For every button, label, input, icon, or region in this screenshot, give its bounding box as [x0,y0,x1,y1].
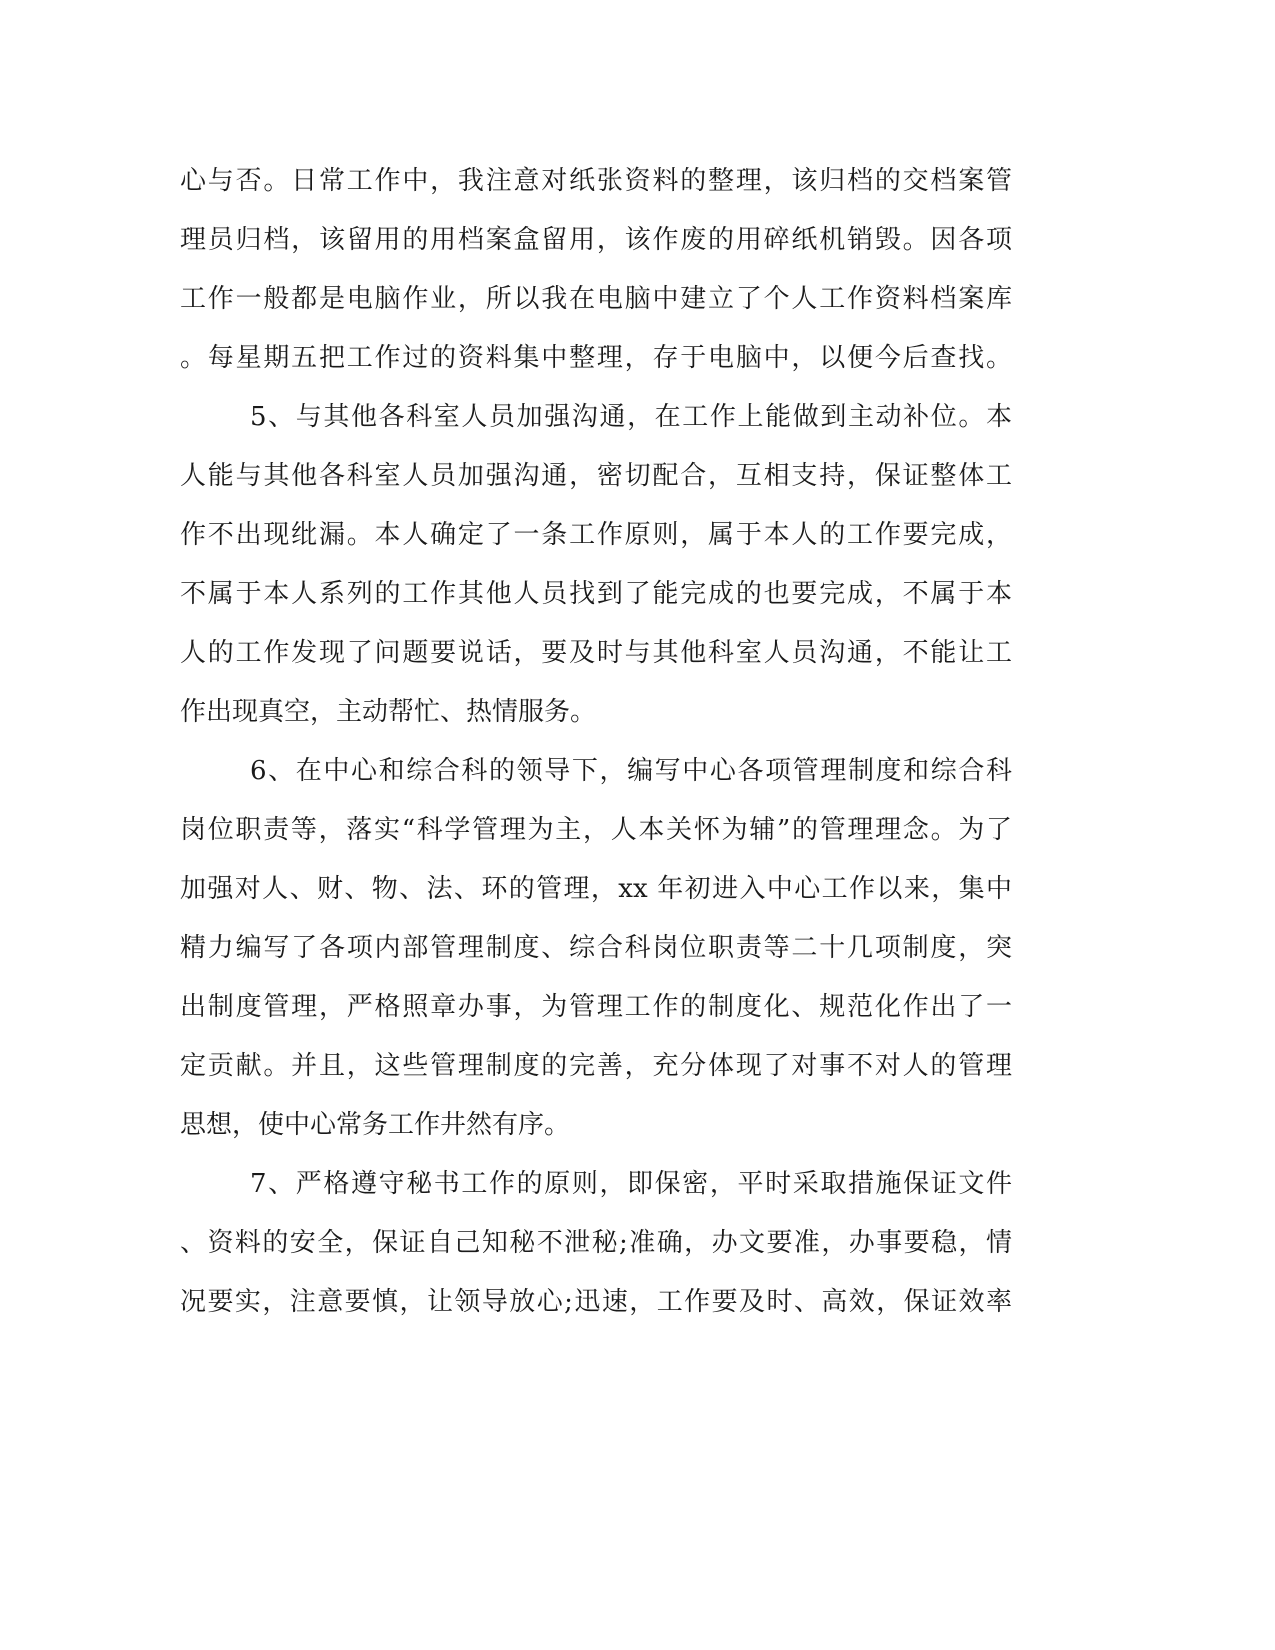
text-line: 人的工作发现了问题要说话，要及时与其他科室人员沟通，不能让工 [180,638,1012,668]
text-line: 出制度管理，严格照章办事，为管理工作的制度化、规范化作出了一 [180,992,1012,1022]
text-line: 、资料的安全，保证自己知秘不泄秘;准确，办文要准，办事要稳，情 [180,1228,1012,1258]
text-line: 作出现真空，主动帮忙、热情服务。 [180,697,597,727]
text-line: 人能与其他各科室人员加强沟通，密切配合，互相支持，保证整体工 [180,461,1012,491]
paragraph-5-first-line: 5、与其他各科室人员加强沟通，在工作上能做到主动补位。本 [250,402,1012,432]
text-line: 岗位职责等，落实“科学管理为主，人本关怀为辅”的管理理念。为了 [180,815,1012,845]
text-line: 定贡献。并且，这些管理制度的完善，充分体现了对事不对人的管理 [180,1051,1012,1081]
text-line: 精力编写了各项内部管理制度、综合科岗位职责等二十几项制度，突 [180,933,1012,963]
text-line: 加强对人、财、物、法、环的管理，xx 年初进入中心工作以来，集中 [180,874,1012,904]
text-line: 不属于本人系列的工作其他人员找到了能完成的也要完成，不属于本 [180,579,1012,609]
text-line: 心与否。日常工作中，我注意对纸张资料的整理，该归档的交档案管 [180,166,1012,196]
text-line: 理员归档，该留用的用档案盒留用，该作废的用碎纸机销毁。因各项 [180,225,1012,255]
text-line: 工作一般都是电脑作业，所以我在电脑中建立了个人工作资料档案库 [180,284,1012,314]
paragraph-6-first-line: 6、在中心和综合科的领导下，编写中心各项管理制度和综合科 [250,756,1012,786]
text-line: 况要实，注意要慎，让领导放心;迅速，工作要及时、高效，保证效率 [180,1287,1012,1317]
text-line: 作不出现纰漏。本人确定了一条工作原则，属于本人的工作要完成， [180,520,1012,550]
text-line: 。每星期五把工作过的资料集中整理，存于电脑中，以便今后查找。 [180,343,1012,373]
text-line: 思想，使中心常务工作井然有序。 [180,1110,571,1140]
paragraph-7-first-line: 7、严格遵守秘书工作的原则，即保密，平时采取措施保证文件 [250,1169,1012,1199]
